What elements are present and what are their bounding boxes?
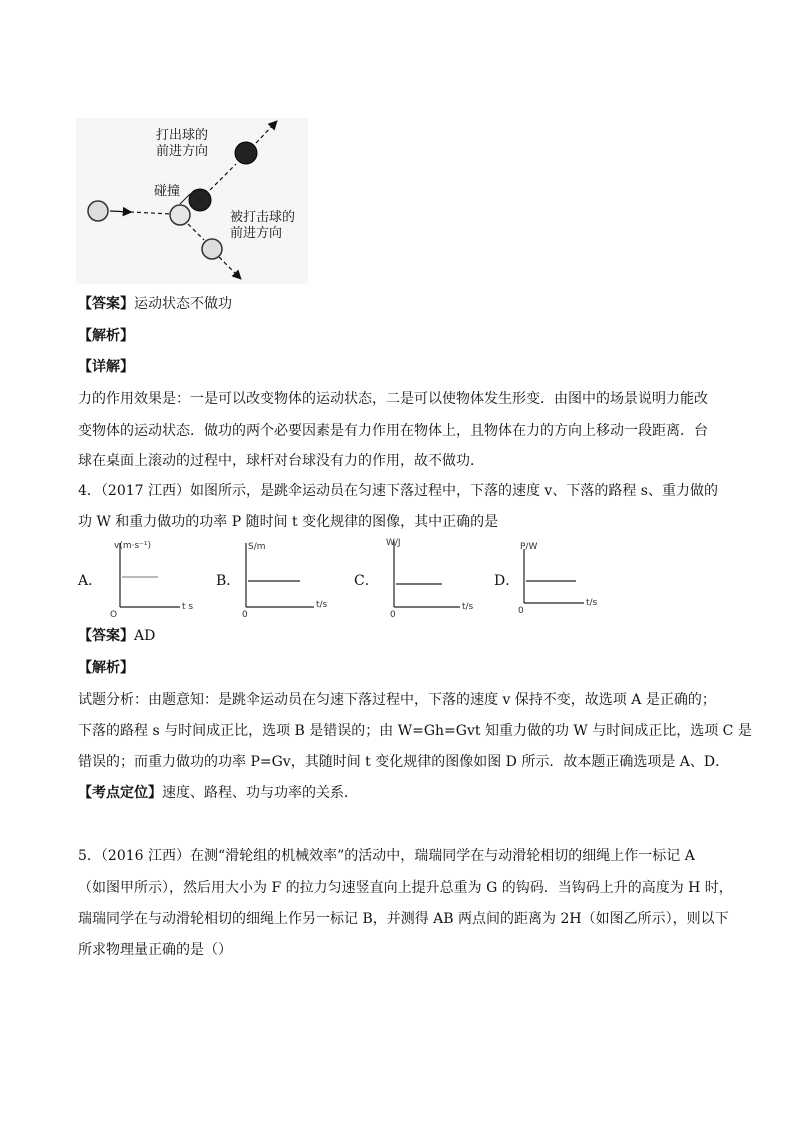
q4-knowledge-point-line [78,783,358,803]
label-hit-ball: 打出球的 [156,128,209,143]
q4-answer-line [78,626,155,646]
label-struck-ball-2: 前进方向 [230,226,283,241]
q4-analysis-line-1: 试题分析：由题意知：是跳伞运动员在匀速下落过程中，下落的速度 v 保持不变，故选项 A 是正确的； [78,692,716,708]
q3-detail-line-2: 变物体的运动状态．做功的两个必要因素是有力作用在物体上，且物体在力的方向上移动一段距离．台 [78,423,708,439]
q3-answer-line [78,294,232,314]
q4-kp-tag: 【考点定位】 [78,785,162,801]
struck-ball-forward [202,239,222,259]
q4-analysis-line-2: 下落的路程 s 与时间成正比，选项 B 是错误的；由 W=Gh=Gvt 知重力做的功 W 与时间成正比，选项 C 是 [78,723,752,739]
q5-stem-line-4: 所求物理量正确的是（） [78,942,232,958]
q4-option-a-letter: A． [78,573,103,589]
q4-stem-line-2: 功 W 和重力做功的功率 P 随时间 t 变化规律的图像，其中正确的是 [78,514,499,530]
hit-ball-forward [235,142,257,164]
q4-option-b-letter: B． [216,573,241,589]
q5-stem-line-3: 瑞瑞同学在与动滑轮相切的细绳上作另一标记 B，并测得 AB 两点间的距离为 2H（如图乙所示），则以下 [78,911,729,927]
q3-answer-text: 运动状态不做功 [134,296,232,312]
label-struck-ball: 被打击球的 [230,210,296,225]
q4-answer-text: AD [134,628,156,644]
q4-option-c-letter: C． [354,573,379,589]
q4-stem-line-1: 4．（2017 江西）如图所示，是跳伞运动员在匀速下落过程中，下落的速度 v、下落的路程 s、重力做的 [78,483,718,499]
q4-graph-a-origin: O [110,610,118,619]
q4-analysis-tag: 【解析】 [78,660,134,676]
hit-ball-collision [189,189,211,211]
q5-stem-line-1: 5．（2016 江西）在测“滑轮组的机械效率”的活动中，瑞瑞同学在与动滑轮相切的细绳上作一标记 A [78,848,695,864]
billiard-collision-figure [76,118,308,284]
q4-kp-text: 速度、路程、功与功率的关系． [162,785,358,801]
q4-answer-tag: 【答案】 [78,628,134,644]
label-hit-ball-2: 前进方向 [156,144,209,159]
q4-graph-a-xlabel: t s [182,602,194,612]
q4-graph-c-xlabel: t/s [462,602,474,612]
q3-analysis-tag: 【解析】 [78,328,134,344]
q4-graph-d [514,537,614,619]
q4-graph-a-ylabel: v(m·s⁻¹) [114,541,152,551]
q4-graph-c-ylabel: W/J [386,538,401,548]
q4-graph-c [374,537,484,619]
q4-analysis-line-3: 错误的；而重力做功的功率 P=Gv，其随时间 t 变化规律的图像如图 D 所示．故本题正确选项是 A、D． [78,754,730,770]
q3-answer-tag: 【答案】 [78,296,134,312]
q4-option-d-letter: D． [494,573,520,589]
q3-detail-line-3: 球在桌面上滚动的过程中，球杆对台球没有力的作用，故不做功． [78,453,484,469]
q5-stem-line-2: （如图甲所示），然后用大小为 F 的拉力匀速竖直向上提升总重为 G 的钩码．当钩码上升的高度为 H 时， [78,880,733,896]
q4-graph-b-xlabel: t/s [316,600,328,610]
q4-graph-b [236,537,336,619]
q4-graph-b-origin: 0 [242,610,248,619]
cue-ball [88,201,108,221]
q4-graph-b-ylabel: S/m [248,542,266,552]
q4-graph-d-xlabel: t/s [586,598,598,608]
q4-graph-d-ylabel: P/W [520,542,538,552]
q4-graph-c-origin: 0 [390,610,396,619]
struck-ball-start [170,205,190,225]
q4-graph-d-origin: 0 [518,606,524,616]
q4-graph-a [106,537,196,619]
q3-detail-line-1: 力的作用效果是：一是可以改变物体的运动状态，二是可以使物体发生形变．由图中的场景说明力能改 [78,391,708,407]
q3-detail-tag: 【详解】 [78,359,134,375]
label-collision: 碰撞 [154,184,181,199]
